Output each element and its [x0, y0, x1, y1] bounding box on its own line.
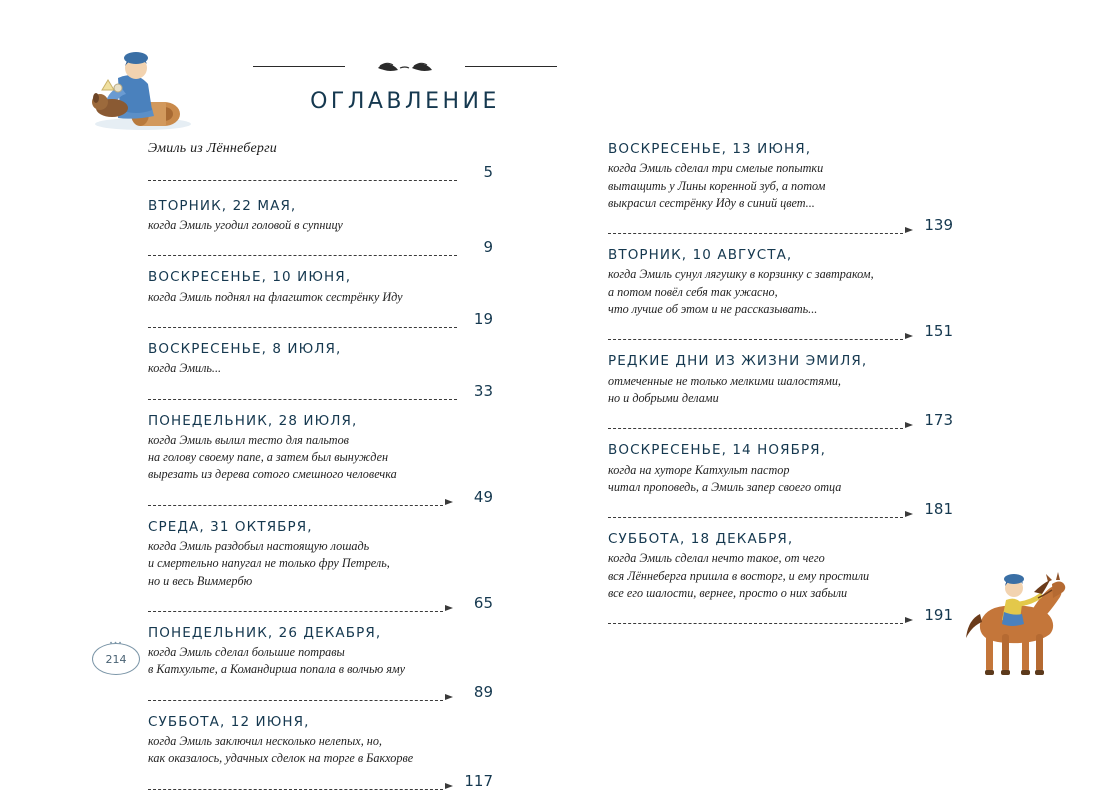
leader-dots — [148, 778, 443, 790]
folio-page-number — [92, 640, 140, 675]
toc-page-number[interactable]: 5 — [483, 162, 493, 181]
toc-page-number[interactable]: 19 — [473, 309, 493, 328]
leader-dots — [148, 689, 443, 701]
toc-entry-subtitle: когда Эмиль сделал большие потравы в Катхульте, а Командирша попала в волчью яму — [148, 645, 406, 677]
toc-page-number[interactable]: 151 — [924, 322, 953, 341]
toc-page-number[interactable]: 9 — [483, 238, 493, 257]
toc-entry[interactable] — [148, 340, 493, 400]
leader-arrow-icon — [905, 507, 919, 519]
toc-page-number[interactable]: 33 — [473, 381, 493, 400]
folio-number: 214 — [105, 652, 127, 666]
toc-leader — [608, 498, 953, 518]
leader-dots — [148, 169, 457, 181]
toc-entry-title: СУББОТА, 12 ИЮНЯ, — [148, 713, 310, 730]
leader-arrow-icon — [445, 495, 459, 507]
toc-entry-title: ВОСКРЕСЕНЬЕ, 8 ИЮЛЯ, — [148, 340, 342, 357]
leader-arrow-icon — [445, 779, 459, 791]
toc-leader — [148, 486, 493, 506]
leader-arrow-icon — [905, 329, 919, 341]
toc-entry[interactable] — [608, 441, 953, 518]
toc-entry[interactable] — [148, 713, 493, 790]
toc-leader — [608, 409, 953, 429]
toc-entry-title: ВОСКРЕСЕНЬЕ, 13 ИЮНЯ, — [608, 141, 812, 157]
toc-leader — [148, 592, 493, 612]
toc-entry-subtitle: когда Эмиль сделал нечто такое, от чего вся Лённеберга пришла в восторг, и ему простили все его шалости, вернее, просто о них забыли — [608, 551, 870, 601]
leader-dots — [148, 244, 457, 256]
toc-page-number[interactable]: 181 — [924, 500, 953, 519]
toc-entry-subtitle: когда Эмиль сделал три смелые попытки вытащить у Лины коренной зуб, а потом выкрасил сестрёнку Иду в синий цвет... — [608, 161, 826, 210]
toc-entry[interactable] — [608, 530, 953, 624]
toc-entry-subtitle: когда Эмиль вылил тесто для пальтов на голову своему папе, а затем был вынужден вырезать из дерева сотого смешного человечка — [148, 432, 397, 482]
toc-entry[interactable] — [148, 140, 493, 181]
toc-entry-title: ВТОРНИК, 22 МАЯ, — [148, 197, 297, 214]
toc-page-number[interactable]: 117 — [464, 771, 493, 790]
toc-entry-subtitle: когда Эмиль сунул лягушку в корзинку с завтраком, а потом повёл себя так ужасно, что лучше об этом и не рассказывать... — [608, 267, 874, 317]
toc-leader — [148, 681, 493, 701]
toc-entry-title: ВТОРНИК, 10 АВГУСТА, — [608, 247, 793, 264]
leader-dots — [608, 506, 903, 518]
toc-entry[interactable] — [148, 268, 493, 328]
toc-leader — [608, 320, 953, 340]
two-birds-ornament-icon — [245, 55, 565, 77]
leader-dots — [148, 388, 457, 400]
toc-entry[interactable] — [148, 518, 493, 612]
toc-left-column — [148, 140, 493, 796]
toc-entry-subtitle: отмеченные не только мелкими шалостями, но и добрыми делами — [608, 373, 841, 405]
toc-page-number[interactable]: 89 — [473, 682, 493, 701]
leader-dots — [148, 316, 457, 328]
toc-leader — [148, 380, 493, 400]
boy-riding-horse-illustration — [960, 548, 1080, 693]
leader-dots — [608, 612, 903, 624]
toc-entry-subtitle: когда Эмиль угодил головой в супницу — [148, 218, 343, 233]
leader-arrow-icon — [905, 223, 919, 235]
leader-arrow-icon — [905, 613, 919, 625]
toc-entry[interactable] — [148, 412, 493, 506]
toc-entry-title: ВОСКРЕСЕНЬЕ, 14 НОЯБРЯ, — [608, 442, 827, 459]
toc-entry[interactable] — [608, 352, 953, 429]
toc-page-number[interactable]: 139 — [924, 216, 953, 235]
toc-entry-subtitle: когда на хуторе Катхульт пастор читал проповедь, а Эмиль запер своего отца — [608, 462, 842, 494]
toc-page-number[interactable]: 191 — [924, 606, 953, 625]
toc-header — [245, 55, 565, 114]
toc-page-number[interactable]: 65 — [473, 593, 493, 612]
toc-leader — [148, 308, 493, 328]
toc-right-column — [608, 140, 953, 630]
toc-leader — [608, 604, 953, 624]
folio-ornament-icon: ••• — [109, 640, 123, 647]
toc-entry[interactable] — [148, 624, 493, 701]
leader-arrow-icon — [445, 690, 459, 702]
toc-entry-title: Эмиль из Лённеберги — [148, 141, 277, 156]
leader-dots — [608, 417, 903, 429]
leader-arrow-icon — [445, 601, 459, 613]
toc-leader — [148, 236, 493, 256]
boy-sitting-on-log-illustration — [88, 38, 198, 138]
leader-arrow-icon — [905, 418, 919, 430]
toc-entry-title: ПОНЕДЕЛЬНИК, 28 ИЮЛЯ, — [148, 412, 358, 429]
toc-entry-title: ПОНЕДЕЛЬНИК, 26 ДЕКАБРЯ, — [148, 624, 382, 641]
toc-entry-title: СРЕДА, 31 ОКТЯБРЯ, — [148, 518, 313, 535]
leader-dots — [608, 328, 903, 340]
toc-leader — [148, 161, 493, 181]
toc-entry-subtitle: когда Эмиль поднял на флагшток сестрёнку Иду — [148, 289, 403, 304]
toc-page-number[interactable]: 173 — [924, 411, 953, 430]
toc-entry-subtitle: когда Эмиль... — [148, 361, 222, 376]
toc-leader — [148, 770, 493, 790]
toc-entry-title: ВОСКРЕСЕНЬЕ, 10 ИЮНЯ, — [148, 269, 352, 286]
toc-entry-title: СУББОТА, 18 ДЕКАБРЯ, — [608, 531, 794, 548]
leader-dots — [148, 600, 443, 612]
toc-entry[interactable] — [608, 246, 953, 340]
toc-page-number[interactable]: 49 — [473, 487, 493, 506]
toc-entry-subtitle: когда Эмиль раздобыл настоящую лошадь и смертельно напугал не только фру Петрель, но и весь Виммербю — [148, 538, 390, 588]
page-title: ОГЛАВЛЕНИЕ — [310, 89, 500, 114]
toc-leader — [608, 214, 953, 234]
leader-dots — [148, 494, 443, 506]
toc-entry[interactable] — [608, 140, 953, 234]
toc-entry-title: РЕДКИЕ ДНИ ИЗ ЖИЗНИ ЭМИЛЯ, — [608, 353, 868, 370]
leader-dots — [608, 222, 903, 234]
toc-entry-subtitle: когда Эмиль заключил несколько нелепых, но, как оказалось, удачных сделок на торге в Бакхорве — [148, 734, 414, 766]
toc-entry[interactable] — [148, 197, 493, 257]
